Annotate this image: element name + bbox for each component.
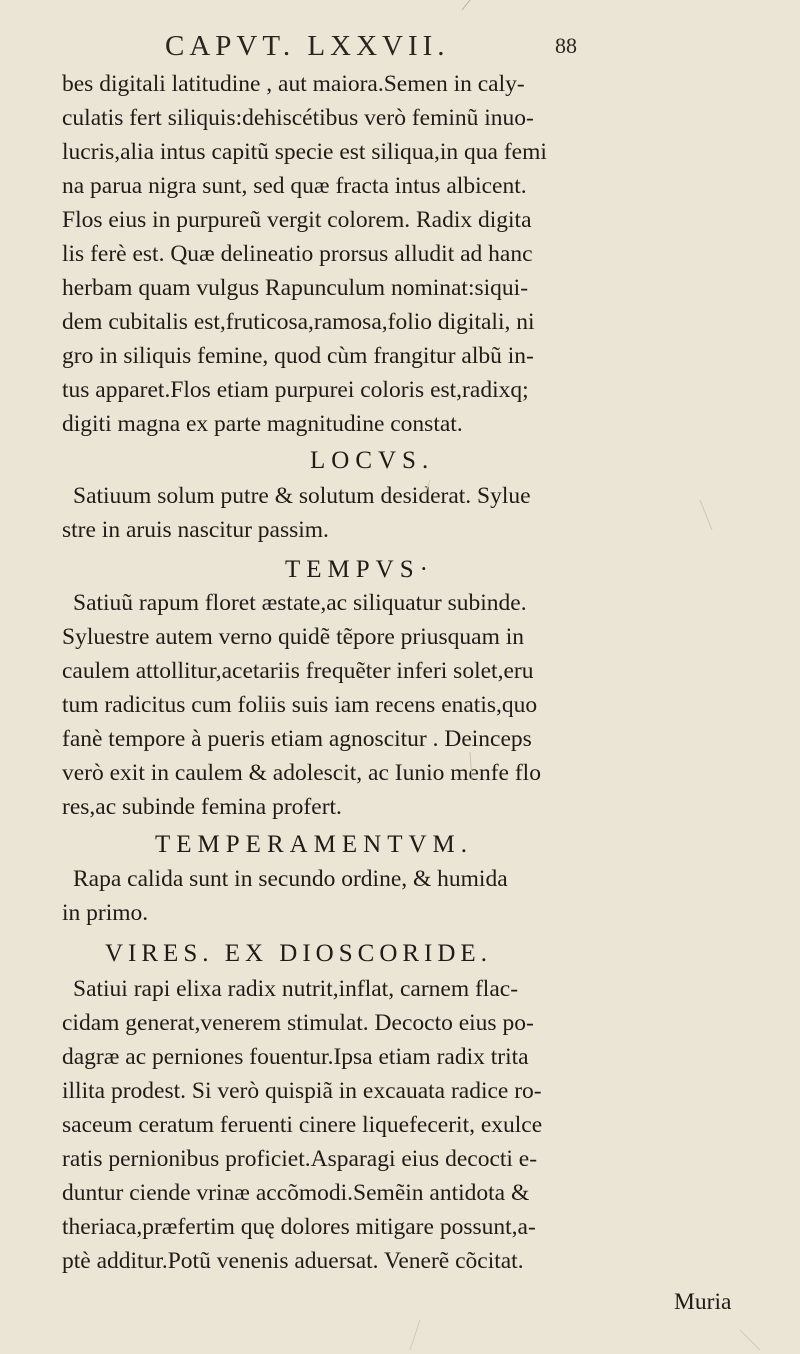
- section-heading-tempus: TEMPVS·: [285, 556, 434, 583]
- text-line: dem cubitalis est,fruticosa,ramosa,folio digitali, ni: [62, 309, 535, 335]
- text-line: verò exit in caulem & adolescit, ac Iunio menfe flo: [62, 760, 541, 786]
- text-line: in primo.: [62, 900, 149, 926]
- text-line: cidam generat,venerem stimulat. Decocto eius po-: [62, 1010, 534, 1036]
- text-line: ratis pernionibus proficiet.Asparagi eius decocti e-: [62, 1146, 538, 1172]
- text-line: duntur ciende vrinæ accõmodi.Semẽin antidota &: [62, 1180, 530, 1206]
- catchword: Muria: [674, 1289, 732, 1315]
- text-line: stre in aruis nascitur passim.: [62, 517, 329, 543]
- text-line: lis ferè est. Quæ delineatio prorsus alludit ad hanc: [62, 241, 533, 267]
- text-line: Satiuũ rapum floret æstate,ac siliquatur subinde.: [73, 590, 527, 616]
- text-line: illita prodest. Si verò quispiã in excauata radice ro-: [62, 1078, 542, 1104]
- text-line: saceum ceratum feruenti cinere liquefecerit, exulce: [62, 1112, 543, 1138]
- section-heading-temperamentum: TEMPERAMENTVM.: [155, 831, 474, 858]
- text-line: dagræ ac perniones fouentur.Ipsa etiam radix trita: [62, 1044, 529, 1070]
- text-line: digiti magna ex parte magnitudine constat.: [62, 411, 463, 437]
- folio-number: 88: [555, 33, 577, 58]
- text-line: tus apparet.Flos etiam purpurei coloris est,radixq;: [62, 377, 529, 403]
- text-line: na parua nigra sunt, sed quæ fracta intus albicent.: [62, 173, 527, 199]
- text-line: lucris,alia intus capitũ specie est siliqua,in qua femi: [62, 139, 547, 165]
- text-line: Satiuum solum putre & solutum desiderat. Sylue: [73, 483, 531, 509]
- text-line: ptè additur.Potũ venenis aduersat. Venerẽ cõcitat.: [62, 1248, 524, 1274]
- text-line: tum radicitus cum foliis suis iam recens enatis,quo: [62, 692, 538, 718]
- text-line: Satiui rapi elixa radix nutrit,inflat, carnem flac-: [73, 976, 519, 1002]
- text-line: Flos eius in purpureũ vergit colorem. Radix digita: [62, 207, 532, 233]
- text-line: res,ac subinde femina profert.: [62, 794, 342, 820]
- text-line: Syluestre autem verno quidẽ tẽpore priusquam in: [62, 624, 525, 650]
- text-line: bes digitali latitudine , aut maiora.Semen in caly-: [62, 71, 525, 97]
- text-line: gro in siliquis femine, quod cùm frangitur albũ in-: [62, 343, 534, 369]
- text-line: Rapa calida sunt in secundo ordine, & humida: [73, 866, 508, 892]
- section-heading-locus: LOCVS.: [310, 447, 435, 474]
- text-line: caulem attollitur,acetariis frequẽter inferi solet,eru: [62, 658, 534, 684]
- section-heading-vires: VIRES. EX DIOSCORIDE.: [105, 940, 492, 967]
- text-line: fanè tempore à pueris etiam agnoscitur . Deinceps: [62, 726, 532, 752]
- running-head: CAPVT. LXXVII.: [165, 30, 450, 62]
- text-line: herbam quam vulgus Rapunculum nominat:siqui-: [62, 275, 529, 301]
- text-line: theriaca,præfertim quę dolores mitigare possunt,a-: [62, 1214, 536, 1240]
- text-line: culatis fert siliquis:dehiscétibus verò feminũ inuo-: [62, 105, 534, 131]
